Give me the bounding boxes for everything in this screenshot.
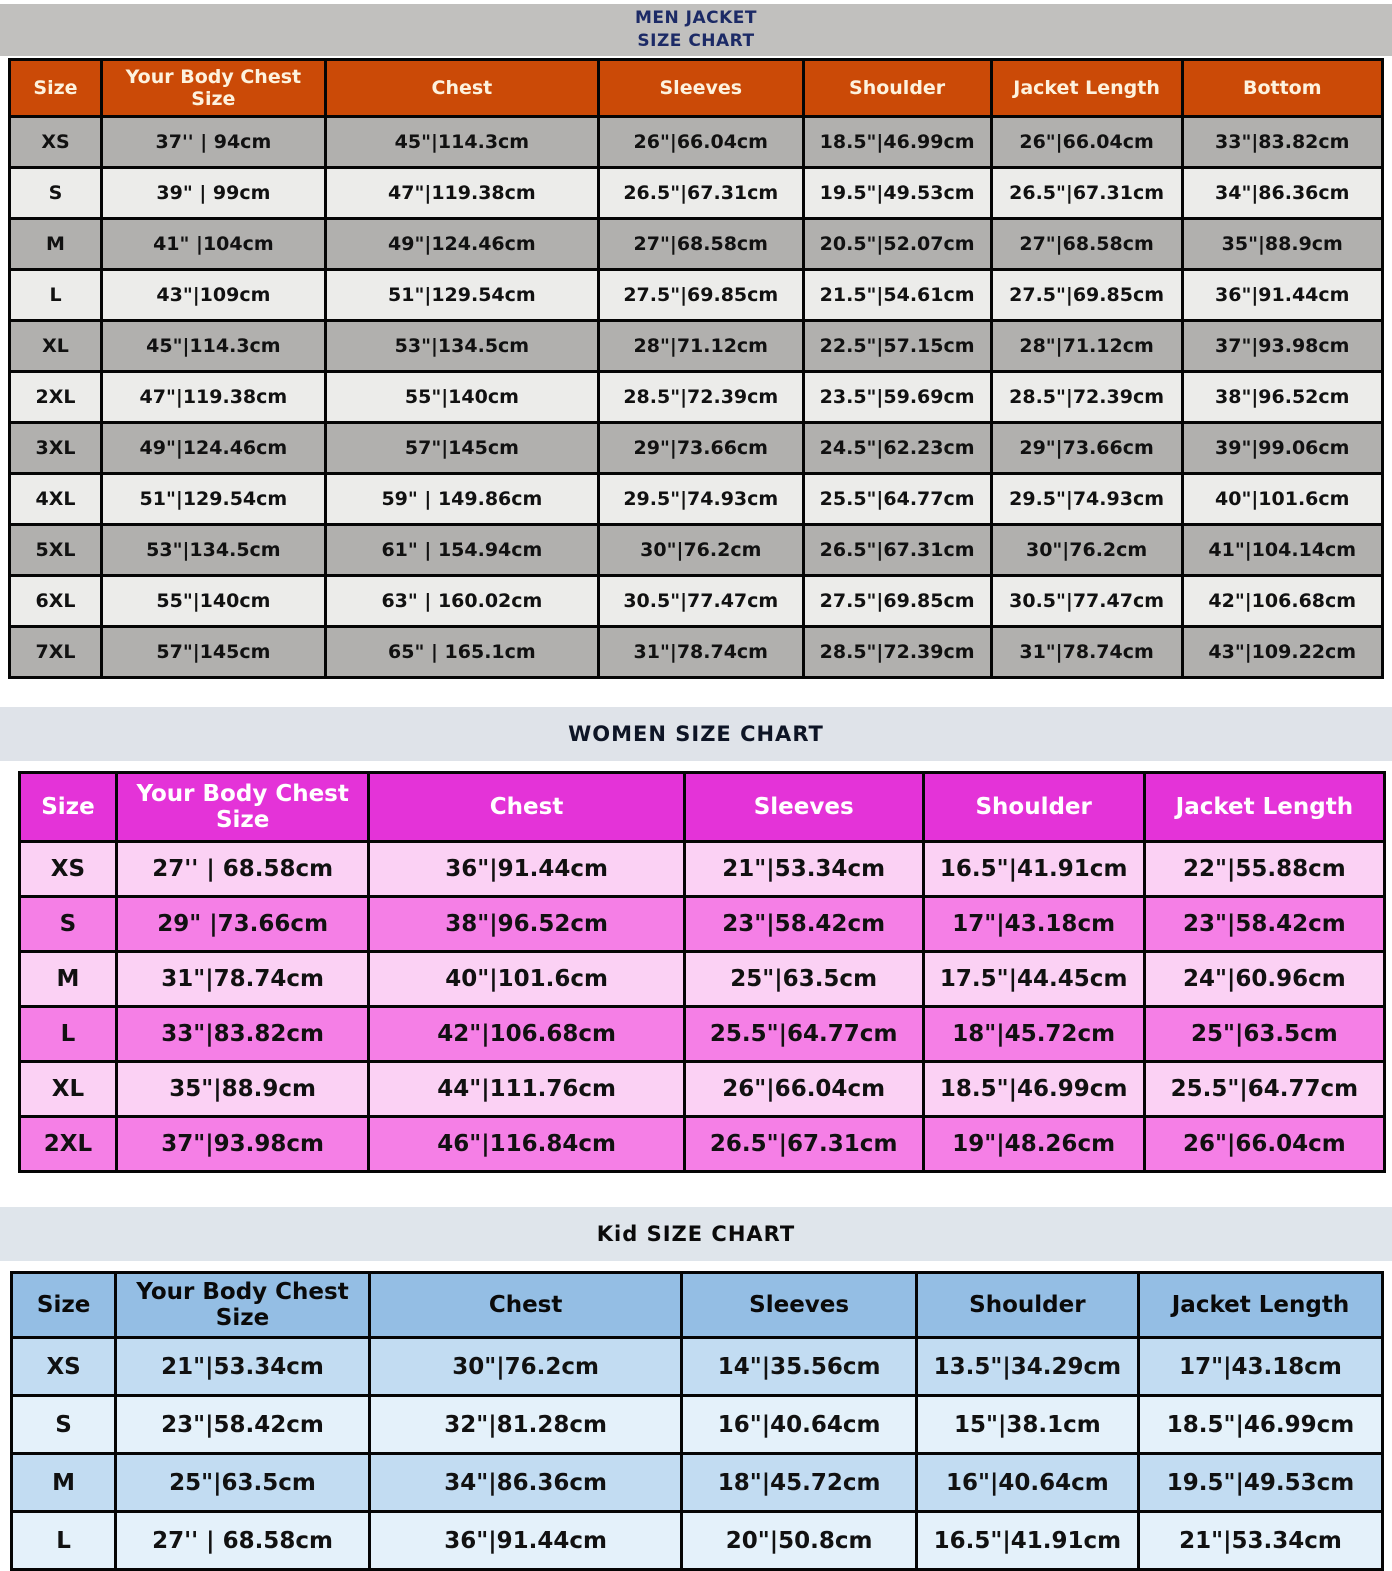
size-cell: M: [10, 219, 102, 270]
size-cell: 5XL: [10, 525, 102, 576]
column-header: Jacket Length: [1138, 1273, 1382, 1338]
table-cell: 25.5"|64.77cm: [684, 1007, 923, 1062]
table-cell: 15"|38.1cm: [916, 1396, 1138, 1454]
table-row: [10, 474, 1383, 525]
column-header: Shoulder: [803, 60, 991, 117]
table-row: [10, 525, 1383, 576]
table-cell: 18.5"|46.99cm: [923, 1062, 1144, 1117]
table-cell: 38"|96.52cm: [1182, 372, 1383, 423]
size-cell: M: [20, 952, 117, 1007]
table-row: [10, 627, 1383, 678]
section-title: [0, 4, 1392, 56]
women-size-chart-section: [0, 707, 1392, 1173]
section-title: [0, 707, 1392, 761]
table-row: [10, 270, 1383, 321]
table-cell: 28.5"|72.39cm: [803, 627, 991, 678]
table-cell: 31"|78.74cm: [991, 627, 1182, 678]
table-cell: 49"|124.46cm: [101, 423, 325, 474]
kid-size-chart-section: [0, 1207, 1392, 1571]
table-cell: 18.5"|46.99cm: [1138, 1396, 1382, 1454]
table-cell: 33"|83.82cm: [1182, 117, 1383, 168]
table-cell: 27.5"|69.85cm: [599, 270, 804, 321]
table-row: [20, 842, 1385, 897]
table-cell: 40"|101.6cm: [369, 952, 684, 1007]
table-cell: 41" |104cm: [101, 219, 325, 270]
size-cell: L: [20, 1007, 117, 1062]
table-cell: 16"|40.64cm: [916, 1454, 1138, 1512]
table-cell: 25"|63.5cm: [684, 952, 923, 1007]
table-row: [10, 423, 1383, 474]
table-row: [20, 897, 1385, 952]
column-header: Chest: [369, 773, 684, 842]
table-cell: 27.5"|69.85cm: [991, 270, 1182, 321]
size-cell: L: [12, 1512, 116, 1570]
table-cell: 55"|140cm: [101, 576, 325, 627]
table-row: [20, 1062, 1385, 1117]
table-cell: 36"|91.44cm: [369, 842, 684, 897]
table-cell: 41"|104.14cm: [1182, 525, 1383, 576]
table-row: [10, 372, 1383, 423]
column-header: Size: [12, 1273, 116, 1338]
table-cell: 43"|109cm: [101, 270, 325, 321]
table-cell: 17"|43.18cm: [1138, 1338, 1382, 1396]
table-cell: 26"|66.04cm: [599, 117, 804, 168]
size-cell: 3XL: [10, 423, 102, 474]
table-cell: 51"|129.54cm: [101, 474, 325, 525]
table-cell: 53"|134.5cm: [101, 525, 325, 576]
table-cell: 16.5"|41.91cm: [923, 842, 1144, 897]
size-cell: 2XL: [10, 372, 102, 423]
table-cell: 27.5"|69.85cm: [803, 576, 991, 627]
table-cell: 26"|66.04cm: [684, 1062, 923, 1117]
table-cell: 47"|119.38cm: [325, 168, 598, 219]
table-cell: 57"|145cm: [101, 627, 325, 678]
table-cell: 18"|45.72cm: [682, 1454, 916, 1512]
table-cell: 29"|73.66cm: [599, 423, 804, 474]
section-title-line: Kid SIZE CHART: [596, 1222, 796, 1246]
table-cell: 28.5"|72.39cm: [599, 372, 804, 423]
table-cell: 45"|114.3cm: [325, 117, 598, 168]
size-chart-table: [18, 771, 1386, 1173]
size-cell: XL: [10, 321, 102, 372]
table-cell: 27"|68.58cm: [991, 219, 1182, 270]
column-header: Sleeves: [684, 773, 923, 842]
column-header: Size: [20, 773, 117, 842]
table-cell: 33"|83.82cm: [116, 1007, 369, 1062]
column-header: Sleeves: [599, 60, 804, 117]
table-cell: 26.5"|67.31cm: [803, 525, 991, 576]
table-cell: 30.5"|77.47cm: [599, 576, 804, 627]
size-cell: XS: [10, 117, 102, 168]
table-cell: 16.5"|41.91cm: [916, 1512, 1138, 1570]
table-cell: 47"|119.38cm: [101, 372, 325, 423]
table-cell: 28"|71.12cm: [599, 321, 804, 372]
table-cell: 25.5"|64.77cm: [803, 474, 991, 525]
table-row: [10, 219, 1383, 270]
table-row: [12, 1512, 1383, 1570]
table-cell: 36"|91.44cm: [369, 1512, 682, 1570]
table-cell: 28.5"|72.39cm: [991, 372, 1182, 423]
table-cell: 53"|134.5cm: [325, 321, 598, 372]
column-header: Shoulder: [916, 1273, 1138, 1338]
table-row: [12, 1338, 1383, 1396]
table-cell: 26"|66.04cm: [991, 117, 1182, 168]
table-row: [12, 1396, 1383, 1454]
table-cell: 38"|96.52cm: [369, 897, 684, 952]
table-row: [12, 1454, 1383, 1512]
table-cell: 20"|50.8cm: [682, 1512, 916, 1570]
table-cell: 59" | 149.86cm: [325, 474, 598, 525]
column-header: Shoulder: [923, 773, 1144, 842]
section-title-line: WOMEN SIZE CHART: [568, 722, 824, 746]
table-cell: 51"|129.54cm: [325, 270, 598, 321]
table-cell: 17.5"|44.45cm: [923, 952, 1144, 1007]
header-row: [12, 1273, 1383, 1338]
table-cell: 23"|58.42cm: [684, 897, 923, 952]
table-row: [20, 1117, 1385, 1172]
size-cell: S: [10, 168, 102, 219]
table-cell: 29" |73.66cm: [116, 897, 369, 952]
table-cell: 21"|53.34cm: [116, 1338, 370, 1396]
table-cell: 13.5"|34.29cm: [916, 1338, 1138, 1396]
header-row: [20, 773, 1385, 842]
column-header: Chest: [369, 1273, 682, 1338]
table-cell: 23"|58.42cm: [1144, 897, 1384, 952]
table-row: [10, 117, 1383, 168]
table-cell: 32"|81.28cm: [369, 1396, 682, 1454]
table-cell: 29.5"|74.93cm: [599, 474, 804, 525]
table-cell: 37"|93.98cm: [1182, 321, 1383, 372]
size-cell: 7XL: [10, 627, 102, 678]
table-cell: 20.5"|52.07cm: [803, 219, 991, 270]
table-cell: 65" | 165.1cm: [325, 627, 598, 678]
table-cell: 29"|73.66cm: [991, 423, 1182, 474]
table-cell: 57"|145cm: [325, 423, 598, 474]
header-row: [10, 60, 1383, 117]
table-cell: 55"|140cm: [325, 372, 598, 423]
table-cell: 25"|63.5cm: [1144, 1007, 1384, 1062]
table-cell: 29.5"|74.93cm: [991, 474, 1182, 525]
table-cell: 39" | 99cm: [101, 168, 325, 219]
size-chart-table: [8, 58, 1384, 679]
table-cell: 22.5"|57.15cm: [803, 321, 991, 372]
table-cell: 26.5"|67.31cm: [991, 168, 1182, 219]
size-cell: S: [20, 897, 117, 952]
table-cell: 44"|111.76cm: [369, 1062, 684, 1117]
table-cell: 25.5"|64.77cm: [1144, 1062, 1384, 1117]
table-cell: 25"|63.5cm: [116, 1454, 370, 1512]
table-cell: 34"|86.36cm: [369, 1454, 682, 1512]
size-cell: S: [12, 1396, 116, 1454]
table-cell: 45"|114.3cm: [101, 321, 325, 372]
table-cell: 24"|60.96cm: [1144, 952, 1384, 1007]
table-cell: 19.5"|49.53cm: [1138, 1454, 1382, 1512]
table-cell: 21"|53.34cm: [1138, 1512, 1382, 1570]
table-cell: 24.5"|62.23cm: [803, 423, 991, 474]
table-row: [20, 952, 1385, 1007]
table-cell: 28"|71.12cm: [991, 321, 1182, 372]
size-cell: M: [12, 1454, 116, 1512]
column-header: Sleeves: [682, 1273, 916, 1338]
column-header: Jacket Length: [1144, 773, 1384, 842]
table-cell: 37'' | 94cm: [101, 117, 325, 168]
table-row: [10, 576, 1383, 627]
size-cell: L: [10, 270, 102, 321]
column-header: Your Body Chest Size: [101, 60, 325, 117]
table-cell: 18"|45.72cm: [923, 1007, 1144, 1062]
table-cell: 61" | 154.94cm: [325, 525, 598, 576]
table-cell: 43"|109.22cm: [1182, 627, 1383, 678]
table-cell: 42"|106.68cm: [1182, 576, 1383, 627]
table-cell: 30"|76.2cm: [369, 1338, 682, 1396]
table-cell: 21.5"|54.61cm: [803, 270, 991, 321]
table-cell: 23.5"|59.69cm: [803, 372, 991, 423]
column-header: Bottom: [1182, 60, 1383, 117]
table-cell: 35"|88.9cm: [116, 1062, 369, 1117]
size-cell: 2XL: [20, 1117, 117, 1172]
table-cell: 46"|116.84cm: [369, 1117, 684, 1172]
section-title-line: SIZE CHART: [637, 31, 755, 51]
table-cell: 27'' | 68.58cm: [116, 842, 369, 897]
table-cell: 40"|101.6cm: [1182, 474, 1383, 525]
table-cell: 17"|43.18cm: [923, 897, 1144, 952]
table-cell: 37"|93.98cm: [116, 1117, 369, 1172]
table-row: [20, 1007, 1385, 1062]
table-row: [10, 321, 1383, 372]
table-cell: 26.5"|67.31cm: [684, 1117, 923, 1172]
table-cell: 31"|78.74cm: [116, 952, 369, 1007]
table-cell: 19.5"|49.53cm: [803, 168, 991, 219]
table-cell: 22"|55.88cm: [1144, 842, 1384, 897]
size-cell: XS: [20, 842, 117, 897]
size-cell: 6XL: [10, 576, 102, 627]
size-cell: 4XL: [10, 474, 102, 525]
table-cell: 30"|76.2cm: [599, 525, 804, 576]
table-cell: 27"|68.58cm: [599, 219, 804, 270]
table-cell: 34"|86.36cm: [1182, 168, 1383, 219]
table-cell: 27'' | 68.58cm: [116, 1512, 370, 1570]
table-cell: 26"|66.04cm: [1144, 1117, 1384, 1172]
table-cell: 23"|58.42cm: [116, 1396, 370, 1454]
table-cell: 42"|106.68cm: [369, 1007, 684, 1062]
size-chart-table: [10, 1271, 1384, 1571]
table-cell: 30.5"|77.47cm: [991, 576, 1182, 627]
table-cell: 39"|99.06cm: [1182, 423, 1383, 474]
column-header: Your Body Chest Size: [116, 1273, 370, 1338]
table-cell: 31"|78.74cm: [599, 627, 804, 678]
men-jacket-size-chart-section: [0, 4, 1392, 679]
table-cell: 49"|124.46cm: [325, 219, 598, 270]
table-cell: 14"|35.56cm: [682, 1338, 916, 1396]
size-cell: XS: [12, 1338, 116, 1396]
table-cell: 36"|91.44cm: [1182, 270, 1383, 321]
column-header: Jacket Length: [991, 60, 1182, 117]
size-cell: XL: [20, 1062, 117, 1117]
table-row: [10, 168, 1383, 219]
column-header: Size: [10, 60, 102, 117]
table-cell: 63" | 160.02cm: [325, 576, 598, 627]
table-cell: 35"|88.9cm: [1182, 219, 1383, 270]
column-header: Chest: [325, 60, 598, 117]
table-cell: 30"|76.2cm: [991, 525, 1182, 576]
section-title-line: MEN JACKET: [634, 8, 758, 29]
table-cell: 18.5"|46.99cm: [803, 117, 991, 168]
table-cell: 21"|53.34cm: [684, 842, 923, 897]
table-cell: 19"|48.26cm: [923, 1117, 1144, 1172]
table-cell: 26.5"|67.31cm: [599, 168, 804, 219]
column-header: Your Body Chest Size: [116, 773, 369, 842]
section-title: [0, 1207, 1392, 1261]
table-cell: 16"|40.64cm: [682, 1396, 916, 1454]
